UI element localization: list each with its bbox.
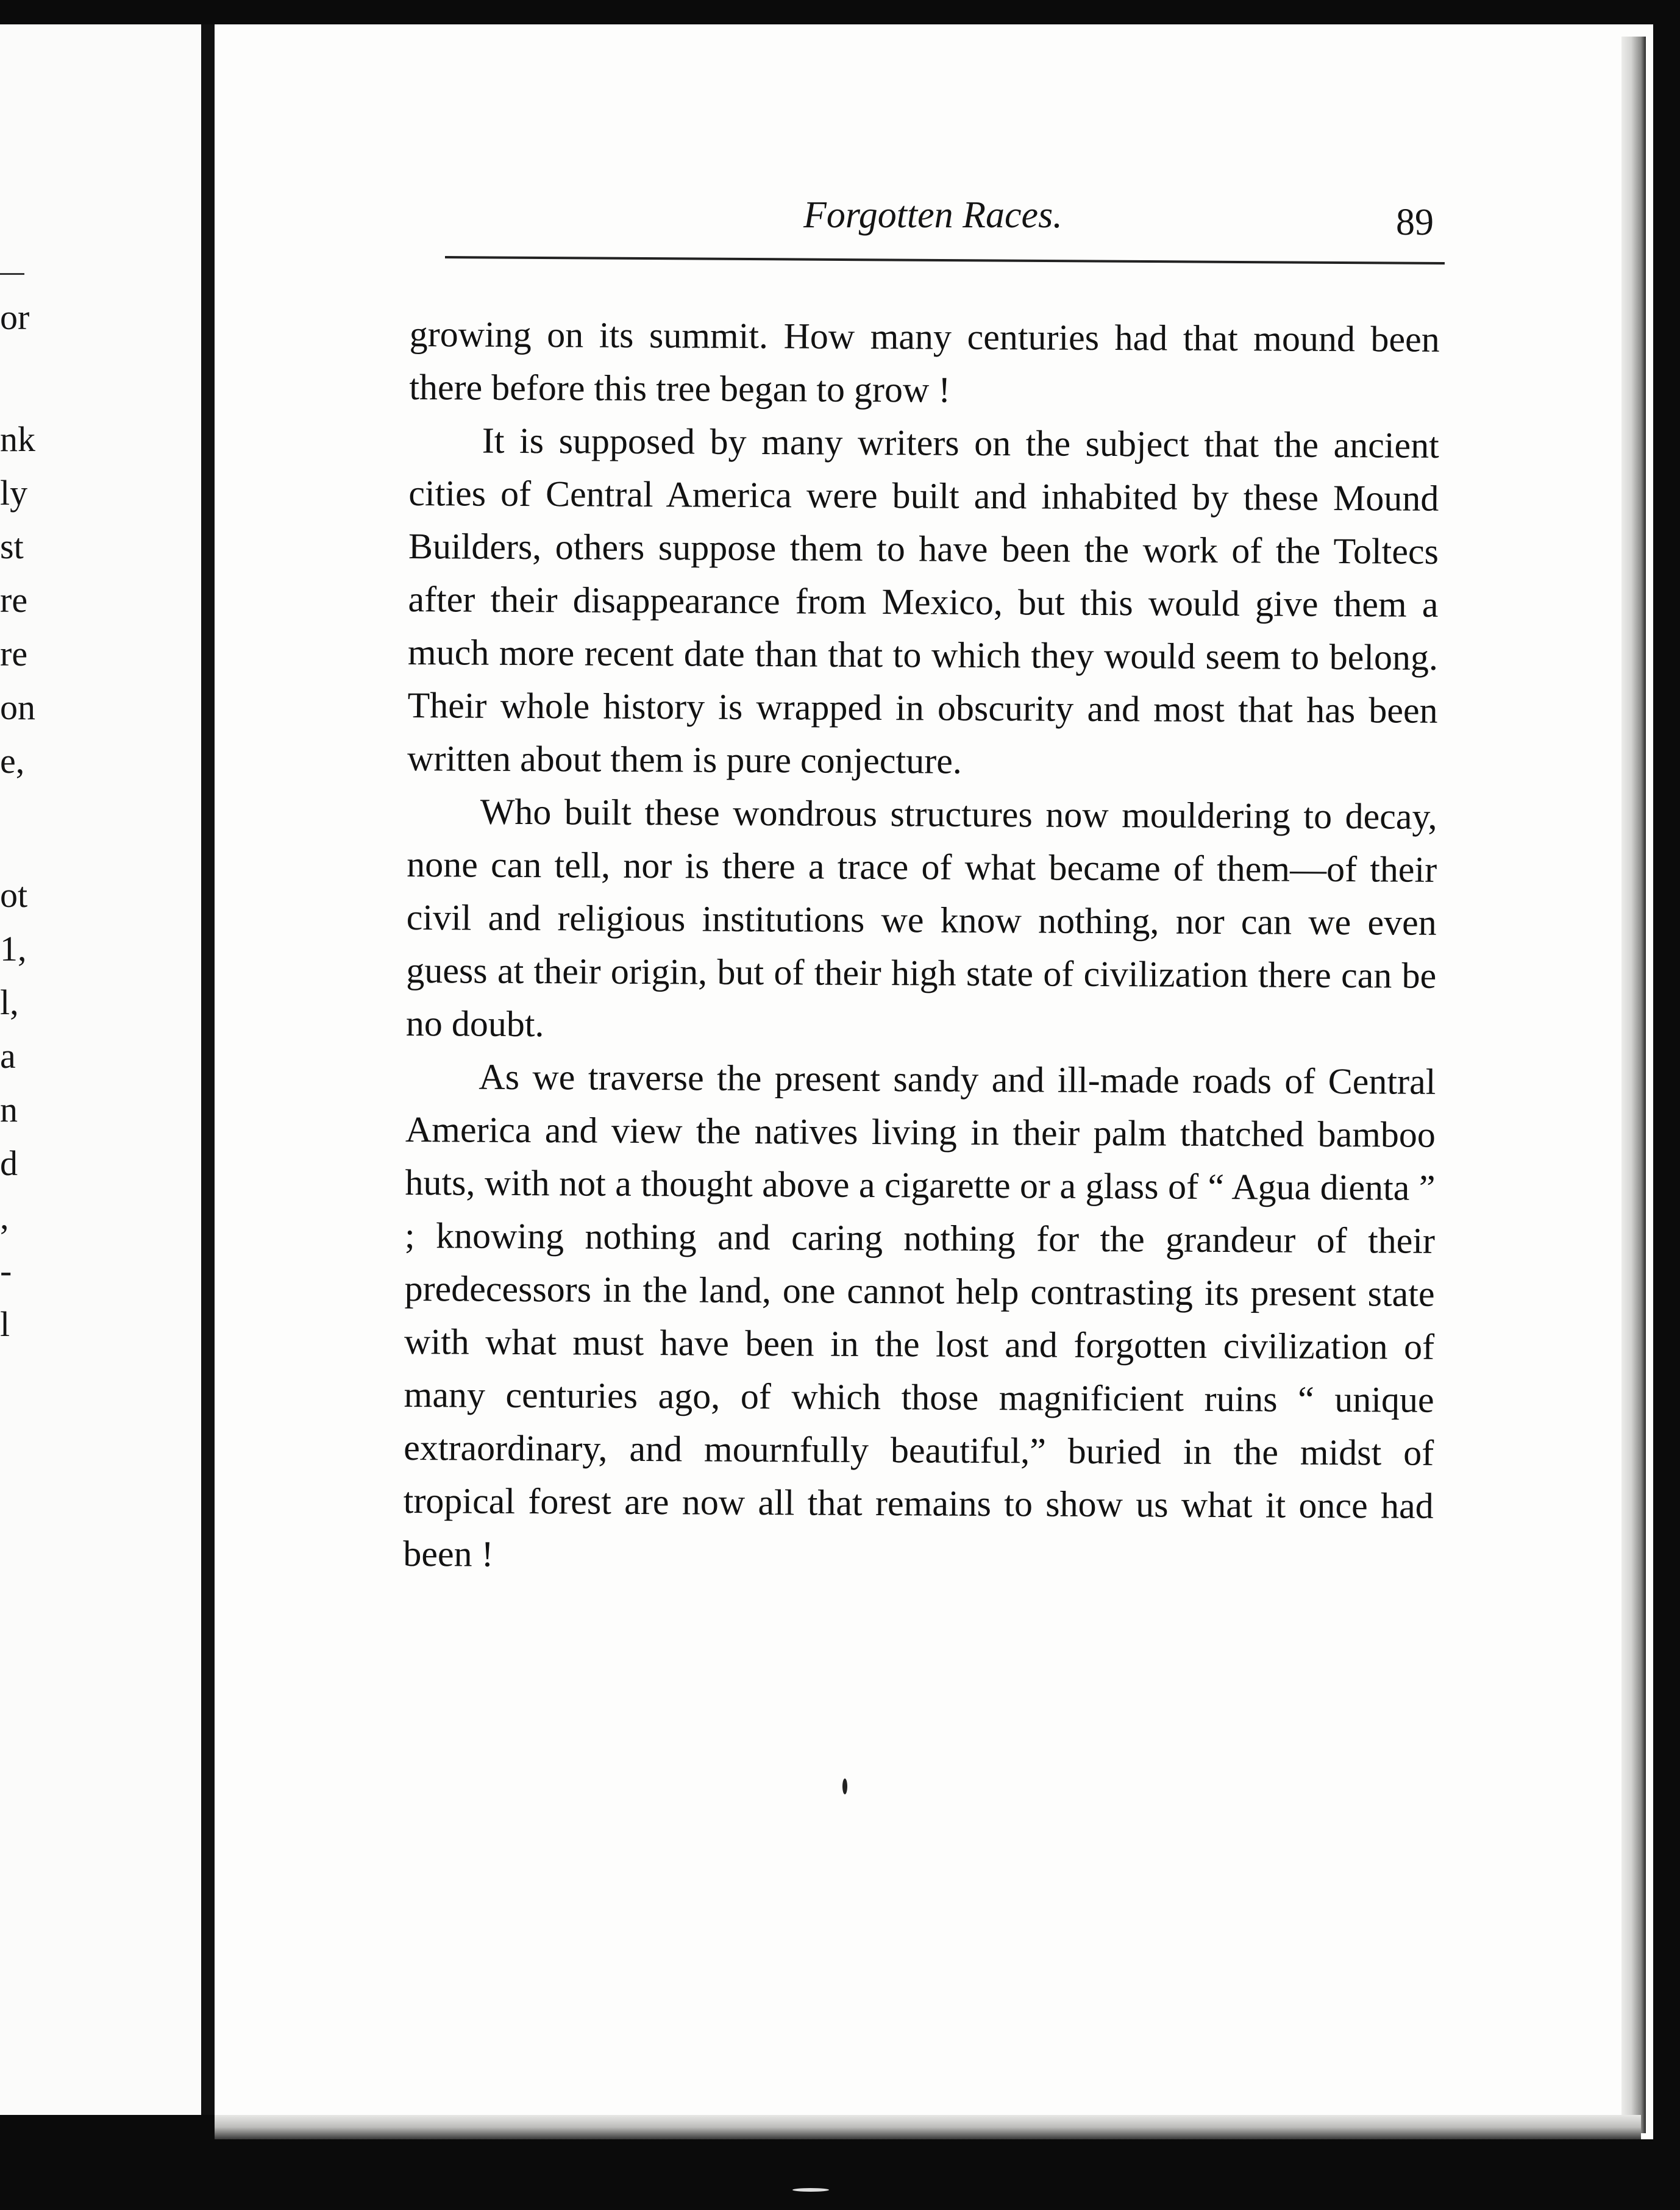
left-page-fragment: l xyxy=(0,1304,10,1344)
left-page-fragment: nk xyxy=(0,419,35,459)
left-page-fragment: re xyxy=(0,634,28,673)
left-page-fragment: - xyxy=(0,1251,12,1290)
left-page-fragment: st xyxy=(0,527,24,566)
left-page-fragment: ot xyxy=(0,875,28,915)
book-gutter xyxy=(201,24,215,2115)
left-page-fragment: a xyxy=(0,1036,16,1076)
left-page-fragment: ly xyxy=(0,473,28,513)
paragraph-continued: growing on its summit. How many centuries had that mound been there before this tree began to grow ! xyxy=(409,313,1440,410)
ink-speck xyxy=(842,1778,847,1794)
left-page-fragment: or xyxy=(0,297,30,337)
ink-speck xyxy=(792,2188,829,2192)
left-page-fragment: e, xyxy=(0,741,25,781)
left-facing-page xyxy=(0,24,201,2115)
left-page-fragment: n xyxy=(0,1090,18,1129)
left-page-fragment: 1, xyxy=(0,929,27,968)
left-page-fragment: re xyxy=(0,580,28,620)
left-page-fragment: on xyxy=(0,688,35,727)
page-edge-shadow xyxy=(1621,37,1646,2133)
body-text xyxy=(403,308,1440,1586)
page-bottom-edge xyxy=(215,2115,1641,2139)
left-page-fragment: , xyxy=(0,1197,9,1237)
paragraph: Who built these wondrous structures now mouldering to decay, none can tell, nor is there a trace of what became of them—of their civil and religious institutions we know nothing, nor can we even guess at their origin, but of their high state of civilization there can be no doubt. xyxy=(405,791,1437,1045)
paragraph: As we traverse the present sandy and ill-made roads of Central America and view the natives living in their palm thatched bamboo huts, with not a thought above a cigarette or a glass of “ Agua dienta ” ; knowing nothing and caring nothing for the grandeur of their predecessors in the land, one cannot help contrasting its present state with what must have been in the lost and forgotten civilization of many centuries ago, of which those magnificient ruins “ unique extraordinary, and mournfully beautiful,” buried in the midst of tropical forest are now all that remains to show us what it once had been ! xyxy=(403,1056,1436,1574)
left-page-rule xyxy=(0,273,24,275)
left-page-fragment: l, xyxy=(0,982,19,1022)
running-title: Forgotten Races. xyxy=(803,194,1062,236)
left-page-fragment: d xyxy=(0,1143,18,1183)
page-number: 89 xyxy=(1396,202,1434,243)
paragraph: It is supposed by many writers on the subject that the ancient cities of Central America were built and inhabited by these Mound Builders, others suppose them to have been the work of the Toltecs after their disappearance from Mexico, but this would give them a much more recent date than that to which they would seem to belong. Their whole history is wrapped in obscurity and most that has been written about them is pure conjecture. xyxy=(407,420,1440,781)
